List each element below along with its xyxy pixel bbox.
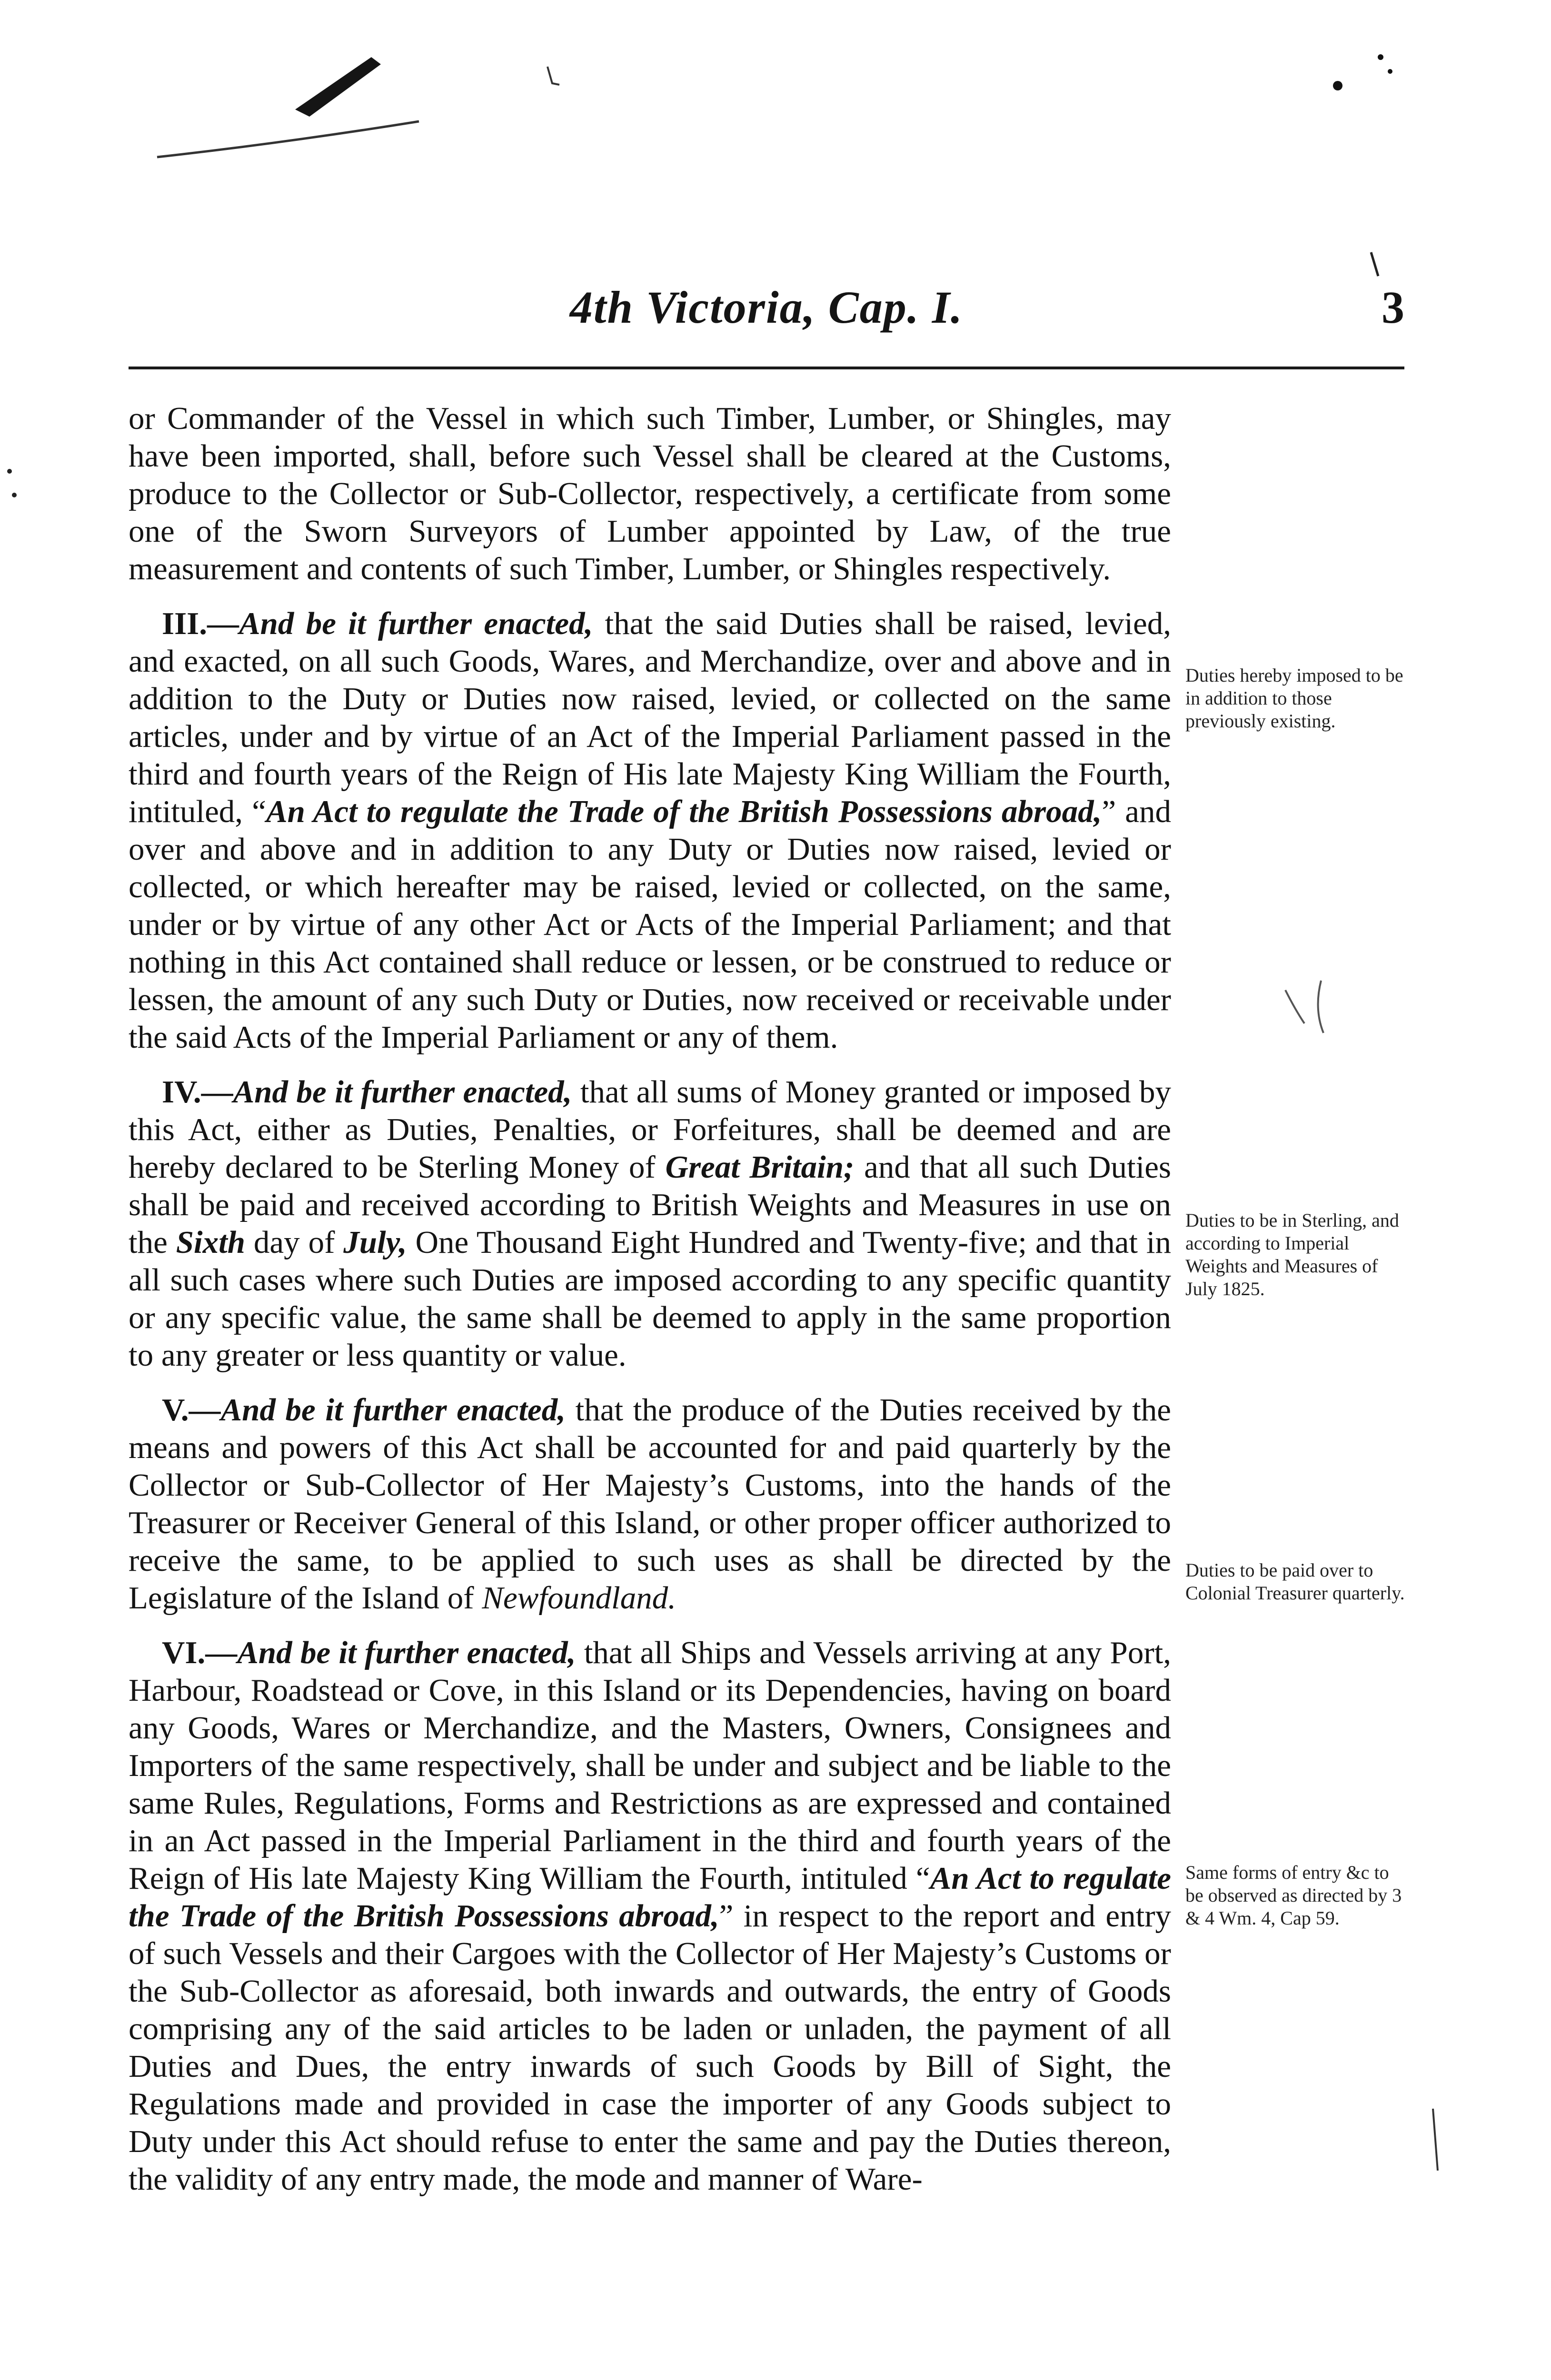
section-text: that the produce of the Duties received by the means and powers of this Act shall be accounted for and paid quarterly by the Collector or Sub-Collector of Her Majesty’s Customs, into the hands of the Treasurer or Receiver General of this Island, or other proper officer authorized to receive the same, to be applied to such uses as shall be directed by the Legislature of the Island of	[129, 1392, 1171, 1616]
margin-note-4: Duties to be in Sterling, and according to Imperial Weights and Measures of July 1825.	[1185, 1210, 1399, 1299]
margin-note-5: Duties to be paid over to Colonial Treasurer quarterly.	[1185, 1559, 1405, 1604]
section-number: V.—	[162, 1392, 221, 1428]
july: July,	[343, 1225, 407, 1260]
sixth: Sixth	[176, 1225, 246, 1260]
margin-note-6: Same forms of entry &c to be observed as directed by 3 & 4 Wm. 4, Cap 59.	[1185, 1862, 1402, 1929]
header-rule	[129, 367, 1404, 369]
section-text: ” in respect to the report and entry of such Vessels and their Cargoes with the Collector of Her Majesty’s Customs or the Sub-Collector as aforesaid, both inwards and outwards, the entry of Goods comprising any of the said articles to be laden or unladen, the payment of all Duties and Dues, the entry inwards of such Goods by Bill of Sight, the Regulations made and provided in case the importer of any Goods subject to Duty under this Act should refuse to enter the same and pay the Duties thereon, the validity of any entry made, the mode and manner of Ware-	[129, 1898, 1172, 2197]
act-title: An Act to regulate the Trade of the British Possessions abroad,	[129, 1861, 1171, 1934]
page-number: 3	[1382, 282, 1404, 333]
section-6	[129, 1634, 1171, 2198]
section-3	[129, 605, 1171, 1056]
page-header	[129, 281, 1404, 352]
section-number: III.—	[162, 606, 239, 641]
newfoundland: Newfoundland.	[482, 1580, 676, 1616]
section-4	[129, 1073, 1171, 1374]
section-text: day of	[245, 1225, 344, 1260]
section-number: IV.—	[162, 1074, 233, 1110]
enacting-clause: And be it further enacted,	[220, 1392, 566, 1428]
section-text: that the said Duties shall be raised, levied, and exacted, on all such Goods, Wares, and Merchandize, over and above and in addition to the Duty or Duties now raised, levied, or collected on the same articles, under and by virtue of an Act of the Imperial Parliament passed in the third and fourth years of the Reign of His late Majesty King William the Fourth, intituled, “	[129, 606, 1171, 829]
section-text: One Thousand Eight Hundred and Twenty-five; and that in all such cases where such Duties are imposed according to any specific quantity or any specific value, the same shall be deemed to apply in the same proportion to any greater or less quantity or value.	[129, 1225, 1171, 1373]
section-text: ” and over and above and in addition to any Duty or Duties now raised, levied or collected, or which hereafter may be raised, levied or collected, on the same, under or by virtue of any other Act or Acts of the Imperial Parliament; and that nothing in this Act contained shall reduce or lessen, or be construed to reduce or lessen, the amount of any such Duty or Duties, now received or receivable under the said Acts of the Imperial Parliament or any of them.	[129, 794, 1171, 1055]
great-britain: Great Britain;	[665, 1150, 855, 1185]
section-text: that all Ships and Vessels arriving at any Port, Harbour, Roadstead or Cove, in this Island or its Dependencies, having on board any Goods, Wares or Merchandize, and the Masters, Owners, Consignees and Importers of the same respectively, shall be under and subject and be liable to the same Rules, Regulations, Forms and Restrictions as are expressed and contained in an Act passed in the Imperial Parliament in the third and fourth years of the Reign of His late Majesty King William the Fourth, intituled “	[129, 1635, 1171, 1896]
running-head: 4th Victoria, Cap. I.	[569, 282, 964, 333]
section-text: and that all such Duties shall be paid and received according to British Weights and Measures in use on the	[129, 1150, 1172, 1260]
section-number: VI.—	[162, 1635, 238, 1670]
enacting-clause: And be it further enacted,	[237, 1635, 576, 1670]
paragraph-continuation: or Commander of the Vessel in which such Timber, Lumber, or Shingles, may have been imported, shall, before such Vessel shall be cleared at the Customs, produce to the Collector or Sub-Collector, respectively, a certificate from some one of the Sworn Surveyors of Lumber appointed by Law, of the true measurement and contents of such Timber, Lumber, or Shingles respectively.	[129, 401, 1171, 586]
section-5	[129, 1391, 1171, 1617]
margin-note-3: Duties hereby imposed to be in addition to those previously existing.	[1185, 664, 1403, 732]
act-title: An Act to regulate the Trade of the British Possessions abroad,	[266, 794, 1102, 829]
body-text	[129, 400, 1171, 2215]
enacting-clause: And be it further enacted,	[239, 606, 593, 641]
section-text: that all sums of Money granted or imposed by this Act, either as Duties, Penalties, or Forfeitures, shall be deemed and are hereby declared to be Sterling Money of	[129, 1074, 1171, 1185]
enacting-clause: And be it further enacted,	[233, 1074, 572, 1110]
